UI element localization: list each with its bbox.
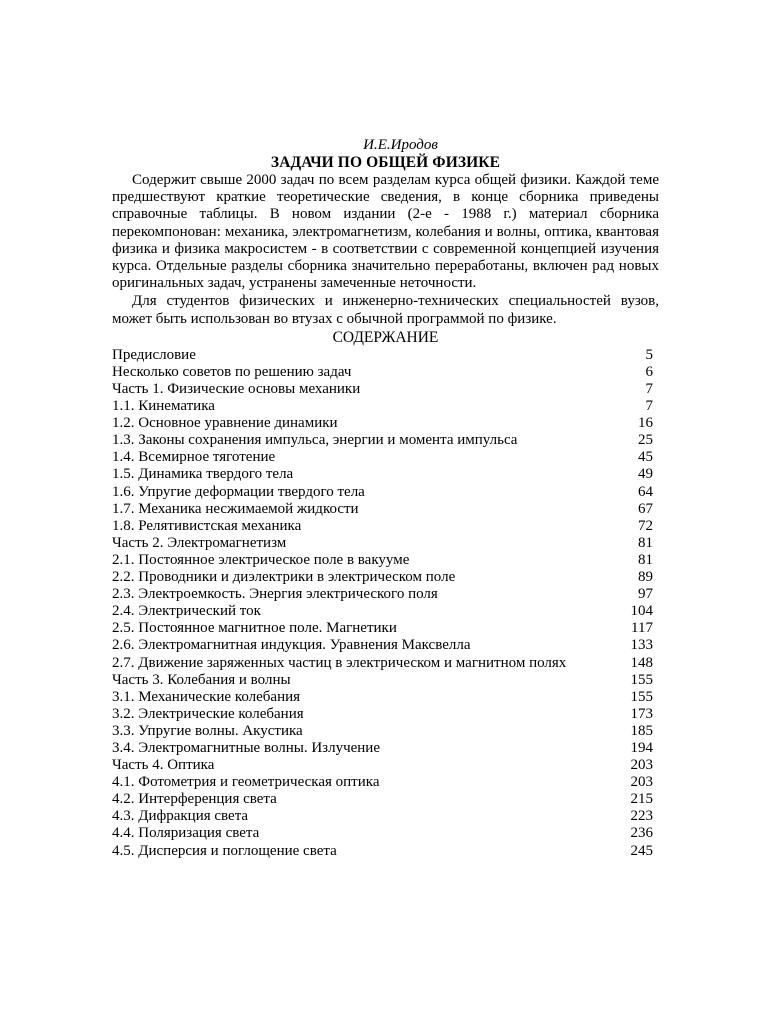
toc-entry-page: 67 (638, 500, 653, 517)
description-paragraph-1: Содержит свыше 2000 задач по всем разделам курса общей физики. Каждой теме предшествуют краткие теоретические сведения, в конце сборника приведены справочные таблицы. В новом издании (2-е - 1988 г.) материал сборника перекомпонован: механика, электромагнетизм, колебания и волны, оптика, квантовая физика и физика макросистем - в соответствии с современной концепцией изучения курса. Отдельные разделы сборника значительно переработаны, включен рад новых оригинальных задач, устранены замеченные неточности. (112, 172, 659, 292)
toc-entry (112, 432, 659, 449)
toc-entry (112, 774, 659, 791)
toc-entry (112, 586, 659, 603)
toc-entry-page: 117 (631, 620, 653, 637)
toc-entry-title: 4.3. Дифракция света (112, 808, 249, 825)
toc-entry-title: 4.2. Интерференция света (112, 791, 277, 808)
description-paragraph-2: Для студентов физических и инженерно-технических специальностей вузов, может быть использован во втузах с обычной программой по физике. (112, 293, 659, 327)
toc-entry (112, 689, 659, 706)
toc-entry-title: 1.2. Основное уравнение динамики (112, 415, 338, 432)
toc-entry-page: 245 (630, 842, 653, 859)
toc-entry-title: 4.1. Фотометрия и геометрическая оптика (112, 774, 380, 791)
toc-entry-page: 81 (638, 534, 653, 551)
toc-entry (112, 843, 659, 860)
toc-entry-title: 2.3. Электроемкость. Энергия электрического поля (112, 586, 438, 603)
toc-entry-page: 72 (638, 517, 653, 534)
toc-entry (112, 672, 659, 689)
toc-entry-title: Предисловие (112, 346, 196, 363)
toc-entry-page: 49 (638, 466, 653, 483)
toc-entry-title: Часть 3. Колебания и волны (112, 671, 291, 688)
toc-entry-title: Несколько советов по решению задач (112, 363, 352, 380)
toc-entry-page: 7 (645, 381, 653, 398)
toc-heading: СОДЕРЖАНИЕ (332, 328, 439, 346)
toc-entry-title: Часть 2. Электромагнетизм (112, 534, 287, 551)
toc-entry (112, 535, 659, 552)
toc-entry-page: 81 (638, 551, 653, 568)
toc-entry-title: Часть 4. Оптика (112, 757, 215, 774)
toc-entry-title: 1.3. Законы сохранения импульса, энергии и момента импульса (112, 432, 518, 449)
toc-entry (112, 757, 659, 774)
toc-entry-page: 203 (630, 774, 653, 791)
toc-entry (112, 655, 659, 672)
toc-entry-page: 236 (630, 825, 653, 842)
toc-entry (112, 398, 659, 415)
toc-entry (112, 552, 659, 569)
toc-entry-title: 1.1. Кинематика (112, 398, 215, 415)
toc-entry-page: 45 (638, 449, 653, 466)
author-name: И.Е.Иродов (363, 137, 438, 153)
toc-entry-page: 215 (630, 791, 653, 808)
toc-entry-page: 148 (630, 654, 653, 671)
toc-entry-title: 2.6. Электромагнитная индукция. Уравнения Максвелла (112, 637, 471, 654)
toc-entry-title: 3.2. Электрические колебания (112, 705, 304, 722)
toc-entry (112, 723, 659, 740)
toc-entry (112, 466, 659, 483)
toc-entry-page: 16 (638, 415, 653, 432)
toc-entry-title: 1.4. Всемирное тяготение (112, 449, 276, 466)
toc-entry-title: 1.5. Динамика твердого тела (112, 466, 294, 483)
toc-entry (112, 825, 659, 842)
toc-entry (112, 637, 659, 654)
table-of-contents (112, 347, 659, 860)
toc-entry-page: 89 (638, 569, 653, 586)
toc-entry (112, 791, 659, 808)
toc-entry (112, 518, 659, 535)
toc-entry-page: 104 (630, 603, 653, 620)
toc-entry-page: 64 (638, 483, 653, 500)
toc-entry-title: 3.1. Механические колебания (112, 688, 301, 705)
book-title: ЗАДАЧИ ПО ОБЩЕЙ ФИЗИКЕ (270, 154, 501, 171)
toc-entry-page: 5 (645, 346, 653, 363)
toc-entry-title: Часть 1. Физические основы механики (112, 381, 361, 398)
toc-entry (112, 501, 659, 518)
toc-entry-title: 4.5. Дисперсия и поглощение света (112, 842, 337, 859)
toc-entry (112, 740, 659, 757)
toc-entry (112, 808, 659, 825)
toc-entry-page: 185 (630, 722, 653, 739)
toc-entry-title: 2.7. Движение заряженных частиц в электрическом и магнитном полях (112, 654, 567, 671)
toc-entry-page: 7 (645, 398, 653, 415)
toc-entry-title: 2.1. Постоянное электрическое поле в вакууме (112, 551, 410, 568)
toc-entry (112, 706, 659, 723)
toc-entry-title: 2.5. Постоянное магнитное поле. Магнетики (112, 620, 397, 637)
toc-entry-title: 1.8. Релятивистская механика (112, 517, 302, 534)
toc-entry (112, 569, 659, 586)
toc-entry-page: 25 (638, 432, 653, 449)
toc-entry (112, 381, 659, 398)
toc-entry (112, 364, 659, 381)
toc-entry (112, 347, 659, 364)
toc-entry-page: 173 (630, 705, 653, 722)
toc-entry-title: 3.4. Электромагнитные волны. Излучение (112, 739, 380, 756)
toc-entry (112, 603, 659, 620)
toc-entry (112, 620, 659, 637)
toc-entry-page: 133 (630, 637, 653, 654)
toc-entry-page: 203 (630, 757, 653, 774)
toc-entry-page: 155 (630, 688, 653, 705)
toc-entry (112, 484, 659, 501)
toc-entry-page: 97 (638, 586, 653, 603)
toc-entry (112, 449, 659, 466)
toc-entry-page: 155 (630, 671, 653, 688)
document-page (112, 137, 659, 860)
toc-entry-title: 2.2. Проводники и диэлектрики в электрическом поле (112, 569, 456, 586)
toc-entry-page: 194 (630, 739, 653, 756)
toc-entry (112, 415, 659, 432)
toc-entry-title: 2.4. Электрический ток (112, 603, 261, 620)
toc-entry-title: 4.4. Поляризация света (112, 825, 260, 842)
toc-entry-page: 223 (630, 808, 653, 825)
toc-entry-title: 1.7. Механика несжимаемой жидкости (112, 500, 359, 517)
toc-entry-title: 3.3. Упругие волны. Акустика (112, 722, 303, 739)
toc-entry-page: 6 (645, 363, 653, 380)
toc-entry-title: 1.6. Упругие деформации твердого тела (112, 483, 365, 500)
